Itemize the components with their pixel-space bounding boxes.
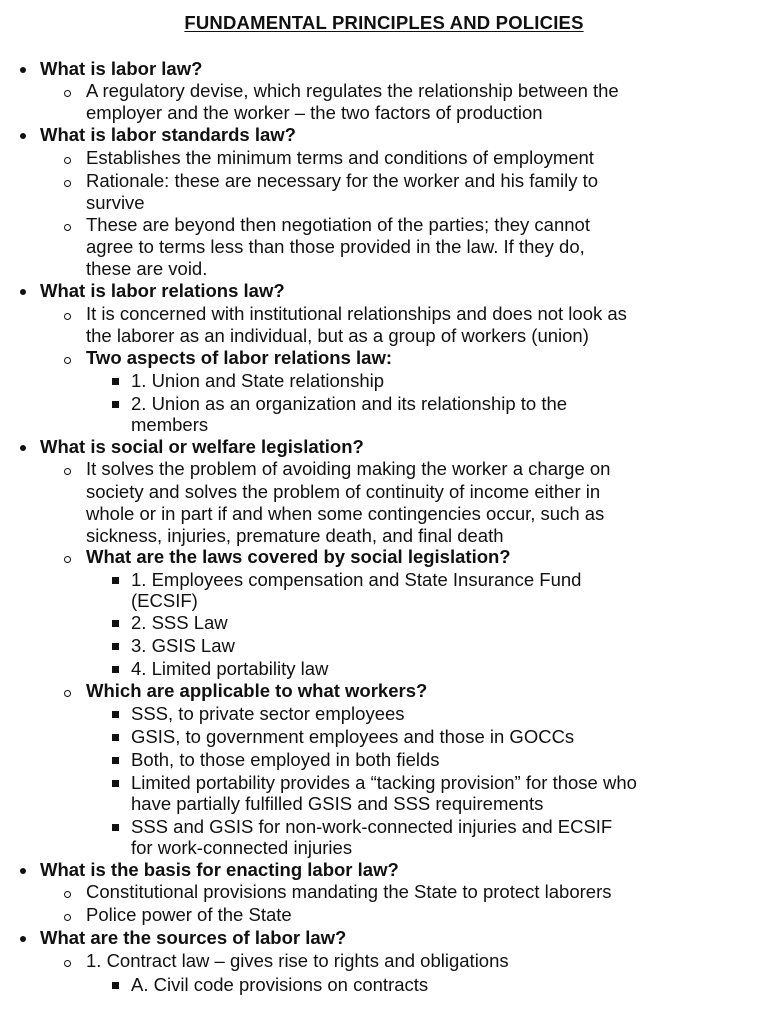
question-basis: What is the basis for enacting labor law?: [40, 859, 399, 880]
list-item: have partially fulfilled GSIS and SSS requirements: [131, 793, 544, 814]
bullet-circle: [64, 224, 71, 231]
bullet-dot: [20, 936, 26, 942]
bullet-square: [112, 401, 119, 408]
list-item: 3. GSIS Law: [131, 635, 235, 656]
bullet-dot: [20, 289, 26, 295]
list-item: 1. Employees compensation and State Insurance Fund: [131, 569, 582, 590]
answer-line: whole or in part if and when some contingencies occur, such as: [86, 503, 605, 524]
bullet-square: [112, 982, 119, 989]
bullet-dot: [20, 67, 26, 73]
question-sources: What are the sources of labor law?: [40, 927, 347, 948]
bullet-circle: [64, 313, 71, 320]
bullet-circle: [64, 357, 71, 364]
answer-line: Rationale: these are necessary for the worker and his family to: [86, 170, 599, 191]
bullet-square: [112, 757, 119, 764]
answer-line: sickness, injuries, premature death, and final death: [86, 525, 504, 546]
list-item: 2. SSS Law: [131, 612, 228, 633]
answer-line: 1. Contract law – gives rise to rights and obligations: [86, 950, 509, 971]
list-item: 1. Union and State relationship: [131, 370, 385, 391]
list-item: SSS and GSIS for non-work-connected injuries and ECSIF: [131, 816, 613, 837]
answer-line: survive: [86, 192, 145, 213]
subheading: What are the laws covered by social legislation?: [86, 546, 511, 567]
answer-line: These are beyond then negotiation of the parties; they cannot: [86, 214, 590, 235]
bullet-square: [112, 666, 119, 673]
bullet-circle: [64, 90, 71, 97]
bullet-square: [112, 734, 119, 741]
bullet-square: [112, 378, 119, 385]
list-item: members: [131, 414, 209, 435]
question-social-legislation: What is social or welfare legislation?: [40, 436, 364, 457]
answer-line: Police power of the State: [86, 904, 292, 925]
list-item: for work-connected injuries: [131, 837, 353, 858]
bullet-circle: [64, 960, 71, 967]
bullet-circle: [64, 468, 71, 475]
answer-line: Establishes the minimum terms and conditions of employment: [86, 147, 594, 168]
bullet-dot: [20, 868, 26, 874]
bullet-square: [112, 643, 119, 650]
answer-line: society and solves the problem of continuity of income either in: [86, 481, 601, 502]
bullet-square: [112, 824, 119, 831]
answer-line: It solves the problem of avoiding making the worker a charge on: [86, 458, 611, 479]
list-item: SSS, to private sector employees: [131, 703, 405, 724]
bullet-circle: [64, 556, 71, 563]
list-item: Both, to those employed in both fields: [131, 749, 440, 770]
list-item: GSIS, to government employees and those in GOCCs: [131, 726, 575, 747]
answer-line: It is concerned with institutional relationships and does not look as: [86, 303, 627, 324]
bullet-square: [112, 711, 119, 718]
bullet-square: [112, 620, 119, 627]
bullet-circle: [64, 914, 71, 921]
answer-line: Constitutional provisions mandating the State to protect laborers: [86, 881, 612, 902]
answer-line: these are void.: [86, 258, 208, 279]
question-relations-law: What is labor relations law?: [40, 280, 285, 301]
bullet-circle: [64, 180, 71, 187]
list-item: (ECSIF): [131, 590, 198, 611]
bullet-square: [112, 577, 119, 584]
answer-line: the laborer as an individual, but as a group of workers (union): [86, 325, 589, 346]
question-labor-law: What is labor law?: [40, 58, 203, 79]
subheading: Two aspects of labor relations law:: [86, 347, 392, 368]
bullet-dot: [20, 445, 26, 451]
list-item: 2. Union as an organization and its relationship to the: [131, 393, 568, 414]
bullet-square: [112, 780, 119, 787]
answer-line: A regulatory devise, which regulates the relationship between the: [86, 80, 619, 101]
answer-line: employer and the worker – the two factors of production: [86, 102, 543, 123]
question-standards-law: What is labor standards law?: [40, 124, 296, 145]
bullet-circle: [64, 157, 71, 164]
answer-line: agree to terms less than those provided in the law. If they do,: [86, 236, 585, 257]
bullet-circle: [64, 891, 71, 898]
list-item: 4. Limited portability law: [131, 658, 329, 679]
page-title: FUNDAMENTAL PRINCIPLES AND POLICIES: [184, 12, 584, 33]
list-item: A. Civil code provisions on contracts: [131, 974, 429, 995]
subheading: Which are applicable to what workers?: [86, 680, 428, 701]
bullet-circle: [64, 690, 71, 697]
bullet-dot: [20, 133, 26, 139]
list-item: Limited portability provides a “tacking provision” for those who: [131, 772, 637, 793]
